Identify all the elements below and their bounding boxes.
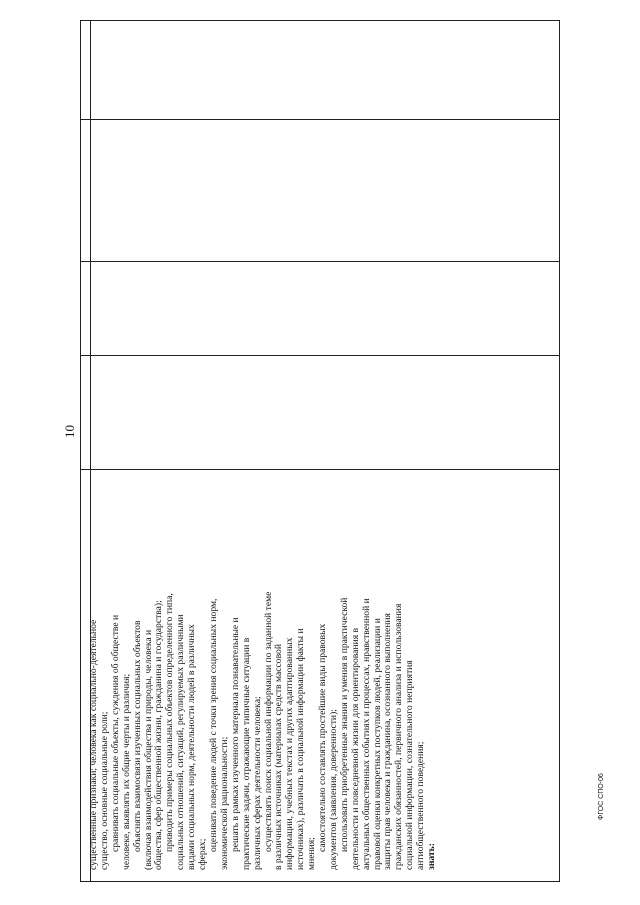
row-divider-3 xyxy=(81,355,559,356)
requirements-text-block xyxy=(89,490,549,870)
text-line: практические задачи, отражающие типичные ситуации в xyxy=(240,637,252,870)
page-number: 10 xyxy=(62,425,77,438)
text-line: документов (заявления, доверенности); xyxy=(327,709,339,870)
text-line: мнения; xyxy=(306,837,318,870)
text-line: самостоятельно составлять простейшие виды правовых xyxy=(317,623,329,852)
text-line: социальных отношений, ситуаций, регулируемых различными xyxy=(175,614,187,870)
text-line: сравнивать социальные объекты, суждения об обществе и xyxy=(109,614,121,852)
text-line: источниках), различать в социальной информации факты и xyxy=(295,628,307,870)
text-line: сферах; xyxy=(197,838,209,870)
text-line: антиобщественного поведения; xyxy=(415,741,427,870)
text-line: объяснять взаимосвязи изученных социальных объектов xyxy=(131,620,143,852)
text-line: видами социальных норм, деятельности людей в различных xyxy=(186,624,198,870)
text-line: приводить примеры социальных объектов определенного типа, xyxy=(164,593,176,852)
text-line: в различных источниках (материалах средств массовой xyxy=(273,644,285,870)
text-line: осуществлять поиск социальной информации по заданной теме xyxy=(262,591,274,852)
text-line: защиты прав человека и гражданина, осознанного выполнения xyxy=(382,613,394,870)
text-line: использовать приобретенные знания и умения в практической xyxy=(338,597,350,852)
text-line: правовой оценки конкретных поступков людей, реализации и xyxy=(371,618,383,870)
text-line: экономической рациональности; xyxy=(218,736,230,870)
text-line: существо, основные социальные роли; xyxy=(98,711,110,870)
row-divider-2 xyxy=(81,261,559,262)
text-line: оценивать поведение людей с точки зрения социальных норм, xyxy=(207,598,219,852)
text-line: человеке, выявлять их общие черты и различия; xyxy=(120,673,132,870)
text-line: (включая взаимодействия общества и природы, человека и xyxy=(142,629,154,870)
text-line: решать в рамках изученного материала познавательные и xyxy=(229,617,241,852)
footer-standard-code: ФГОС СПО-06 xyxy=(598,773,605,820)
text-line: актуальных общественных событиях и процессах, нравственной и xyxy=(360,598,372,870)
text-line: различных сферах деятельности человека; xyxy=(251,696,263,870)
row-divider-1 xyxy=(81,119,559,120)
text-line: информации, учебных текстах и других адаптированных xyxy=(284,637,296,870)
text-line: существенные признаки; человека как социально-деятельное xyxy=(88,619,99,870)
row-divider-4 xyxy=(81,469,559,470)
text-line: деятельности и повседневной жизни для ориентирования в xyxy=(349,627,361,870)
text-line: общества, сфер общественной жизни, гражданина и государства); xyxy=(153,600,165,870)
text-line: гражданских обязанностей, первичного анализа и использования xyxy=(393,603,405,870)
text-line: знать: xyxy=(426,843,438,870)
text-line: социальной информации, сознательного неприятия xyxy=(404,660,416,870)
